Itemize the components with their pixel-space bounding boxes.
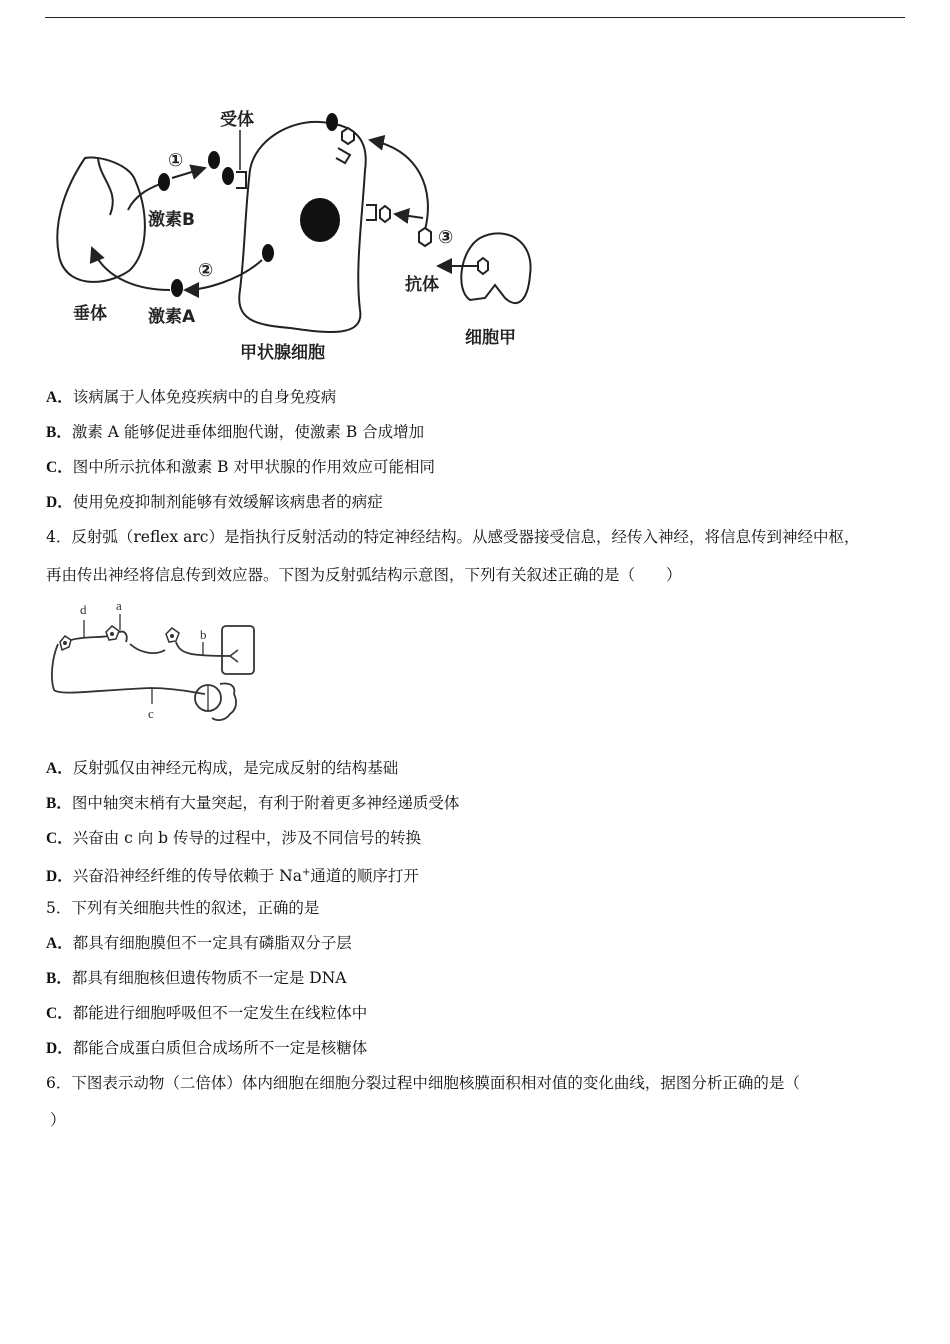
label-a: a bbox=[116, 598, 122, 613]
label-num2: ② bbox=[198, 260, 214, 281]
label-thyroid-cell: 甲状腺细胞 bbox=[240, 343, 325, 363]
q5-option-d: D．都能合成蛋白质但合成场所不一定是核糖体 bbox=[46, 1039, 368, 1057]
label-hormone-a: 激素A bbox=[148, 307, 196, 327]
q5-option-c: C．都能进行细胞呼吸但不一定发生在线粒体中 bbox=[46, 1004, 368, 1022]
label-pituitary: 垂体 bbox=[73, 304, 107, 324]
label-hormone-b: 激素B bbox=[148, 210, 195, 230]
q5-option-a: A．都具有细胞膜但不一定具有磷脂双分子层 bbox=[46, 934, 352, 952]
cell-jia-outline bbox=[461, 233, 530, 303]
q3-option-c: C．图中所示抗体和激素 B 对甲状腺的作用效应可能相同 bbox=[46, 458, 435, 476]
thyroid-immune-diagram bbox=[40, 100, 550, 370]
q4-option-d: D．兴奋沿神经纤维的传导依赖于 Na+通道的顺序打开 bbox=[46, 867, 419, 886]
label-receptor: 受体 bbox=[220, 110, 254, 130]
label-antibody: 抗体 bbox=[405, 275, 439, 295]
q3-option-d: D．使用免疫抑制剂能够有效缓解该病患者的病症 bbox=[46, 493, 383, 511]
q4-stem-line1: 4．反射弧（reflex arc）是指执行反射活动的特定神经结构。从感受器接受信息，经传入神经，将信息传到神经中枢， bbox=[46, 528, 860, 546]
label-d: d bbox=[80, 602, 87, 617]
reflex-arc-diagram bbox=[40, 598, 270, 733]
label-cell-jia: 细胞甲 bbox=[465, 328, 516, 348]
q5-option-b: B．都具有细胞核但遗传物质不一定是 DNA bbox=[46, 969, 347, 987]
q4-stem-line2: 再由传出神经将信息传到效应器。下图为反射弧结构示意图，下列有关叙述正确的是（ ） bbox=[46, 566, 682, 584]
q4-option-c: C．兴奋由 c 向 b 传导的过程中，涉及不同信号的转换 bbox=[46, 829, 422, 847]
q3-option-a: A．该病属于人体免疫疾病中的自身免疫病 bbox=[46, 388, 337, 406]
header-rule bbox=[45, 17, 905, 18]
q4-option-b: B．图中轴突末梢有大量突起，有利于附着更多神经递质受体 bbox=[46, 794, 460, 812]
q6-stem-line2: ） bbox=[50, 1111, 66, 1129]
q6-stem-line1: 6．下图表示动物（二倍体）体内细胞在细胞分裂过程中细胞核膜面积相对值的变化曲线，据图分析正确的是（ bbox=[46, 1074, 800, 1092]
nucleus bbox=[300, 198, 340, 242]
label-b: b bbox=[200, 627, 207, 642]
q5-stem: 5．下列有关细胞共性的叙述，正确的是 bbox=[46, 899, 320, 917]
label-c: c bbox=[148, 706, 154, 721]
label-num3: ③ bbox=[438, 227, 454, 248]
q3-option-b: B．激素 A 能够促进垂体细胞代谢，使激素 B 合成增加 bbox=[46, 423, 425, 441]
hormone-b-dot bbox=[158, 173, 170, 191]
label-num1: ① bbox=[168, 150, 184, 171]
q4-option-a: A．反射弧仅由神经元构成，是完成反射的结构基础 bbox=[46, 759, 399, 777]
